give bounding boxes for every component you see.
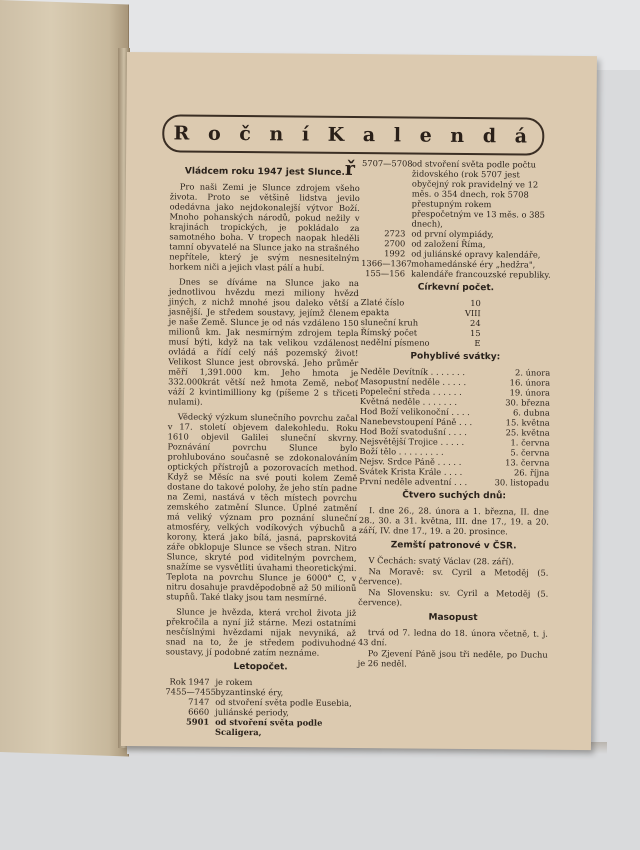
paragraph: Dnes se díváme na Slunce jako na jednotlivou hvězdu mezi miliony hvězd jiných, z nichž mnohé jsou daleko větší a jasnější. Je středem soustavy, jejímž členem je naše Země. Slunce je od nás vzdáleno 150 milionů km. Jak nesmírným zdrojem tepla musí býti, když na tak velikou vzdálenost ovládá a řídí celý náš pozemský život! Velikost Slunce jest obrovská. Jeho průměr měří 1,391.000 km. Jeho hmota je 332.000krát větší než hmota Země, neboť váží 2 kvintimilliony kg (píšeme 2 s třiceti nulami).	[167, 276, 360, 407]
right-column	[358, 158, 552, 675]
calendar-page	[121, 52, 597, 750]
patron-item: V Čechách: svatý Václav (28. září).	[368, 555, 515, 567]
year-row: 5707—5708 od stvoření světa podle počtu židovského (rok 5707 jest obyčejný rok pravidelný ve 12 měs. o 354 dnech, rok 5708 přestupným rokem přespočetným ve 13 měs. o 385 dnech),	[361, 158, 546, 229]
patron-item: Na Slovensku: sv. Cyril a Metoděj (5. července).	[358, 587, 549, 608]
year-heading: Letopočet.	[233, 661, 288, 673]
carnival-heading: Masopust	[428, 612, 478, 624]
patrons-heading: Zemští patronové v ČSR.	[390, 540, 517, 552]
year-row: 7455—7455 byzantinské éry,	[165, 686, 284, 698]
church-row: epakta VIII	[360, 307, 481, 319]
sun-heading: Vládcem roku 1947 jest Slunce.	[184, 166, 346, 178]
paragraph: Pro naši Zemi je Slunce zdrojem všeho života. Proto se většině lidstva jevilo odedávna jako nejdokonalejší výtvor Boží. Mnoho pohanských národů, pokud nežily v krajinách tropických, je pokládalo za samotného boha. V tropech naopak hleděli tamní obyvatelé na Slunce jako na strašného nepřítele, který je svým nesnesitelným horkem niči a jejich vlast pálí a hubí.	[169, 181, 360, 273]
paragraph: Slunce je hvězda, která vrchol života již překročila a nyní již stárne. Mezi ostatními nesčíslnými hvězdami nijak nevyniká, až snad na to, že je středem podivuhodné soustavy, jí podobné zatím neznáme.	[165, 606, 357, 658]
church-heading: Církevní počet.	[417, 282, 495, 294]
year-row: 7147 od stvoření světa podle Eusebia,	[188, 696, 352, 708]
feast-row: Masopustní neděle . . . . . 16. února	[360, 376, 551, 388]
church-table	[360, 297, 480, 348]
feast-row: Nejsv. Srdce Páně . . . . . 13. června	[359, 456, 550, 468]
left-column	[165, 162, 360, 738]
feast-row: Neděle Devítník . . . . . . . 2. února	[360, 366, 551, 378]
year-list	[165, 676, 356, 738]
year-row: 155—156 kalendáře francouzské republiky.	[365, 268, 551, 280]
feast-row: Hod Boží svatodušní . . . . 25. května	[359, 426, 550, 438]
church-row: sluneční kruh 24	[360, 317, 481, 329]
dry-days-heading: Čtvero suchých dnů:	[402, 490, 507, 502]
carnival-text: trvá od 7. ledna do 18. února včetně, t. j. 43 dní.	[357, 627, 548, 648]
year-row: Rok 1947 je rokem	[169, 676, 253, 688]
feast-row: Květná neděle . . . . . . . 30. března	[359, 396, 550, 408]
church-row: Zlaté číslo 10	[360, 297, 481, 309]
feasts-heading: Pohyblivé svátky:	[410, 351, 501, 363]
left-page-edge	[0, 0, 129, 757]
feast-row: Svátek Krista Krále . . . . 26. října	[359, 466, 550, 478]
year-row: 2700 od založení Říma,	[384, 238, 486, 250]
feast-row: Boží tělo . . . . . . . . . 5. června	[359, 446, 550, 458]
feasts-table	[359, 366, 550, 488]
year-list-right	[361, 158, 552, 280]
year-row: 2723 od první olympiády,	[384, 228, 494, 240]
patrons-list	[358, 555, 548, 609]
year-row: 6660 juliánské periody,	[188, 706, 290, 718]
feast-row: Nejsvětější Trojice . . . . . 1. června	[359, 436, 550, 448]
feast-row: Hod Boží velikonoční . . . . 6. dubna	[359, 406, 550, 418]
year-row: 5901 od stvoření světa podle Scaligera,	[186, 716, 323, 738]
year-row: 1366—1367 mohamedánské éry „hedžra",	[361, 258, 536, 270]
dry-days-text: I. dne 26., 28. února a 1. března, II. dne 28., 30. a 31. května, III. dne 17., 19. a 20. září, IV. dne 17., 19. a 20. prosince.	[358, 505, 550, 537]
feast-row: První neděle adventní . . . 30. listopadu	[359, 476, 550, 488]
paragraph: Vědecký výzkum slunečního povrchu začal v 17. století objevem dalekohledu. Roku 1610 objevil Galilei sluneční skvrny. Poznávání povrchu Slunce bylo prohlubováno současně se zdokonalováním optických přístrojů a pozorovacích method. Když se Měsíc na své pouti kolem Země dostane do takové polohy, že jeho stín padne na Zemi, nastává v těch místech povrchu zemského zatmění Slunce. Úplné zatmění má veliký význam pro poznání sluneční atmosféry, velkých vodíkových výbuchů a korony, která jako bílá, jasná, paprskovitá záře obklopuje Slunce se všech stran. Nitro Slunce, skryté pod viditelným povrchem, snažíme se vysvětliti úvahami theoretickými. Teplota na povrchu Slunce je 6000° C, v nitru dosahuje pravděpodobně až 50 milionů stupňů. Také tlaky jsou tam nesmírné.	[166, 411, 358, 603]
page-title: R o č n í K a l e n d á ř	[162, 114, 544, 155]
year-row: 1992 od juliánské opravy kalendáře,	[384, 248, 541, 260]
feast-row: Popeleční středa . . . . . . 19. února	[360, 386, 551, 398]
feast-row: Nanebevstoupení Páně . . . 15. května	[359, 416, 550, 428]
church-row: Římský počet 15	[360, 327, 481, 339]
patron-item: Na Moravě: sv. Cyril a Metoděj (5. července).	[358, 566, 549, 587]
carnival-text-2: Po Zjevení Páně jsou tři neděle, po Duchu je 26 neděl.	[357, 648, 548, 669]
church-row: nedělní písmeno E	[360, 337, 481, 349]
